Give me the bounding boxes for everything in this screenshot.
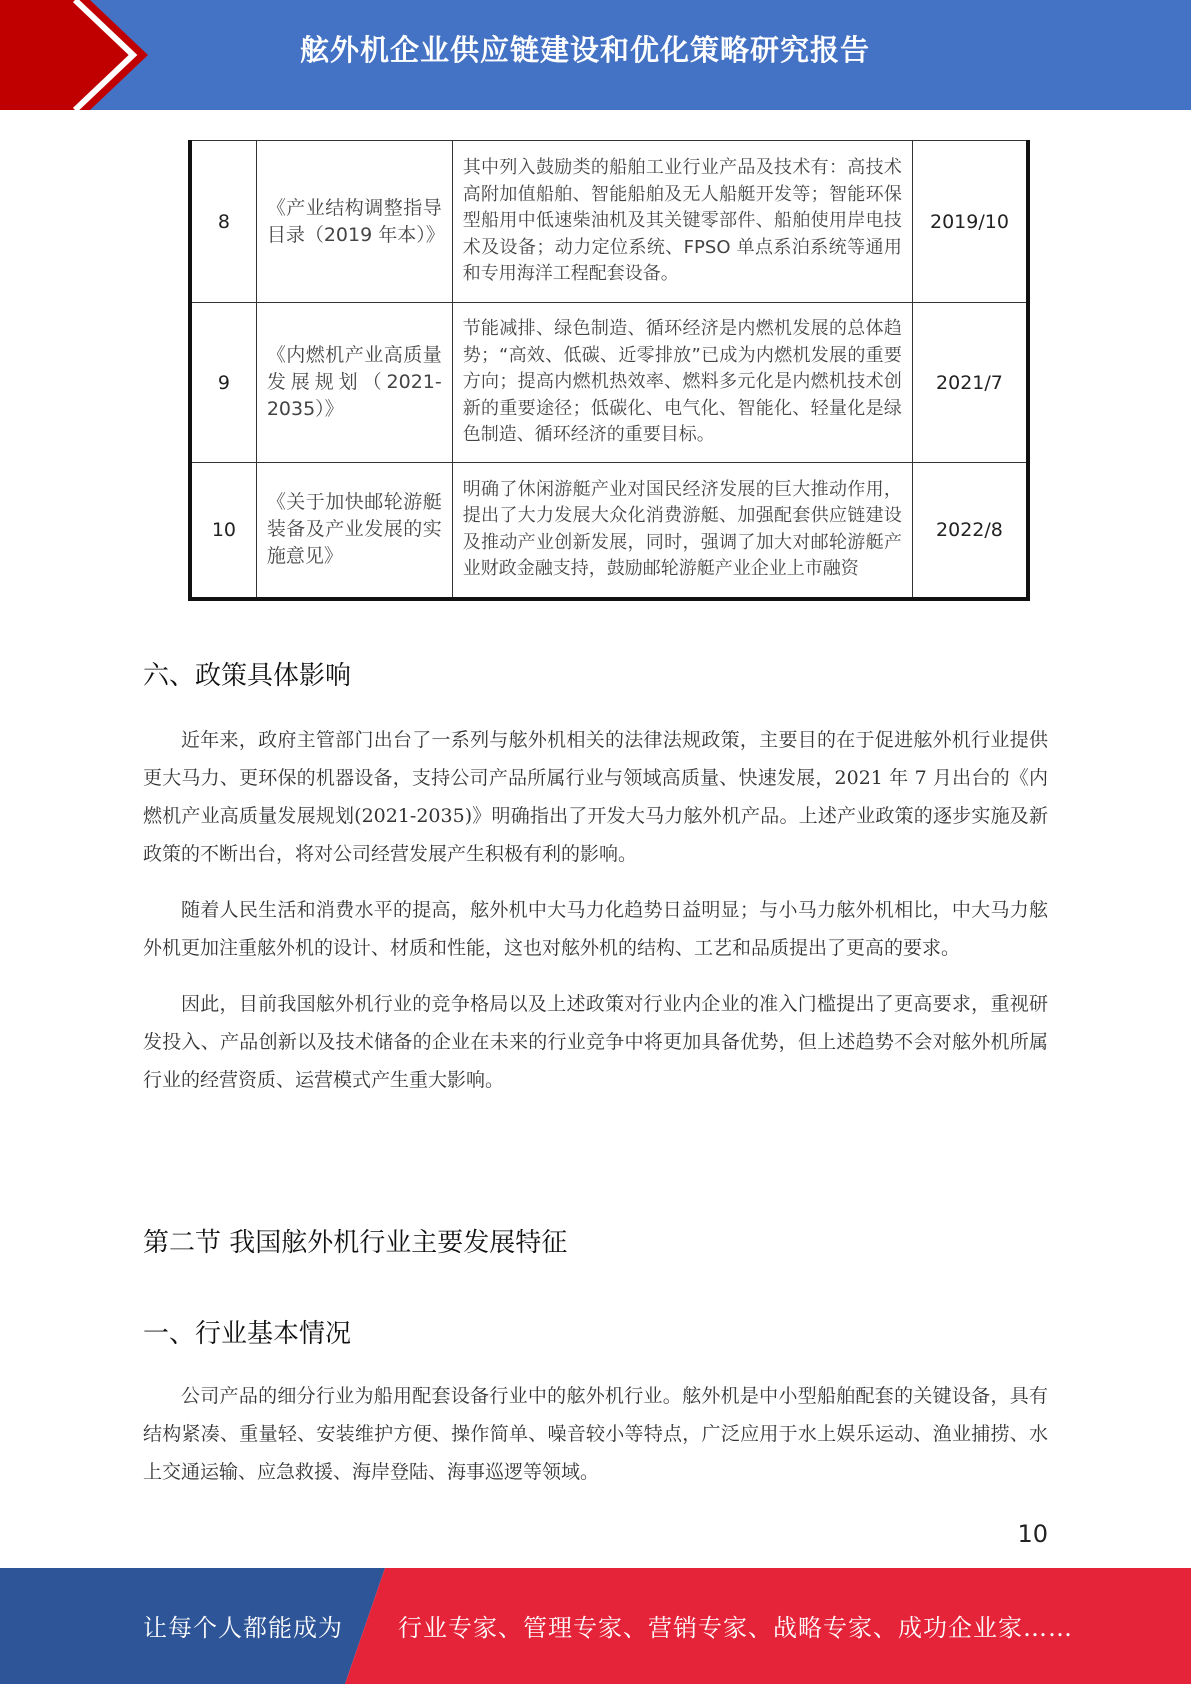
policy-content: 节能减排、绿色制造、循环经济是内燃机发展的总体趋势；“高效、低碳、近零排放”已成为内燃机发展的重要方向；提高内燃机热效率、燃料多元化是内燃机技术创新的重要途径；低碳化、电气化、智能化、轻量化是绿色制造、循环经济的重要目标。 bbox=[452, 303, 912, 463]
paragraph: 近年来，政府主管部门出台了一系列与舷外机相关的法律法规政策，主要目的在于促进舷外机行业提供更大马力、更环保的机器设备，支持公司产品所属行业与领域高质量、快速发展，2021 年 7 月出台的《内燃机产业高质量发展规划(2021-2035)》明确指出了开发大马力舷外机产品。上述产业政策的逐步实施及新政策的不断出台，将对公司经营发展产生积极有利的影响。 bbox=[143, 729, 1048, 865]
policy-content: 明确了休闲游艇产业对国民经济发展的巨大推动作用，提出了大力发展大众化消费游艇、加强配套供应链建设及推动产业创新发展，同时，强调了加大对邮轮游艇产业财政金融支持，鼓励邮轮游艇产业企业上市融资 bbox=[452, 463, 912, 599]
paragraph: 随着人民生活和消费水平的提高，舷外机中大马力化趋势日益明显；与小马力舷外机相比，中大马力舷外机更加注重舷外机的设计、材质和性能，这也对舷外机的结构、工艺和品质提出了更高的要求。 bbox=[143, 899, 1048, 959]
paragraph: 因此，目前我国舷外机行业的竞争格局以及上述政策对行业内企业的准入门槛提出了更高要求，重视研发投入、产品创新以及技术储备的企业在未来的行业竞争中将更加具备优势，但上述趋势不会对舷外机所属行业的经营资质、运营模式产生重大影响。 bbox=[143, 993, 1048, 1091]
paragraph: 公司产品的细分行业为船用配套设备行业中的舷外机行业。舷外机是中小型船舶配套的关键设备，具有结构紧凑、重量轻、安装维护方便、操作简单、噪音较小等特点，广泛应用于水上娱乐运动、渔业捕捞、水上交通运输、应急救援、海岸登陆、海事巡逻等领域。 bbox=[143, 1385, 1048, 1483]
policy-impact-body bbox=[143, 721, 1048, 1099]
chapter-heading: 第二节 我国舷外机行业主要发展特征 bbox=[143, 1228, 568, 1258]
section-heading-industry-overview: 一、行业基本情况 bbox=[143, 1319, 352, 1349]
policy-table bbox=[188, 140, 1030, 601]
report-title: 舷外机企业供应链建设和优化策略研究报告 bbox=[300, 33, 871, 67]
policy-content: 其中列入鼓励类的船舶工业行业产品及技术有：高技术高附加值船舶、智能船舶及无人船艇开发等；智能环保型船用中低速柴油机及其关键零部件、船舶使用岸电技术及设备；动力定位系统、FPSO 单点系泊系统等通用和专用海洋工程配套设备。 bbox=[452, 141, 912, 303]
section-heading-policy-impact: 六、政策具体影响 bbox=[143, 661, 352, 691]
industry-overview-body bbox=[143, 1377, 1048, 1491]
table-row bbox=[190, 463, 1028, 599]
page-footer bbox=[0, 1568, 1191, 1684]
page-number: 10 bbox=[1017, 1520, 1048, 1548]
table-row bbox=[190, 141, 1028, 303]
row-number: 10 bbox=[190, 463, 256, 599]
footer-slogan-right: 行业专家、管理专家、营销专家、战略专家、成功企业家…… bbox=[398, 1614, 1073, 1642]
row-number: 9 bbox=[190, 303, 256, 463]
row-number: 8 bbox=[190, 141, 256, 303]
page-header bbox=[0, 0, 1191, 110]
policy-date: 2022/8 bbox=[912, 463, 1028, 599]
policy-name: 《产业结构调整指导目录（2019 年本）》 bbox=[256, 141, 452, 303]
table-row bbox=[190, 303, 1028, 463]
policy-date: 2019/10 bbox=[912, 141, 1028, 303]
policy-name: 《内燃机产业高质量发展规划（2021-2035）》 bbox=[256, 303, 452, 463]
policy-name: 《关于加快邮轮游艇装备及产业发展的实施意见》 bbox=[256, 463, 452, 599]
policy-date: 2021/7 bbox=[912, 303, 1028, 463]
footer-slogan-left: 让每个人都能成为 bbox=[143, 1614, 343, 1642]
